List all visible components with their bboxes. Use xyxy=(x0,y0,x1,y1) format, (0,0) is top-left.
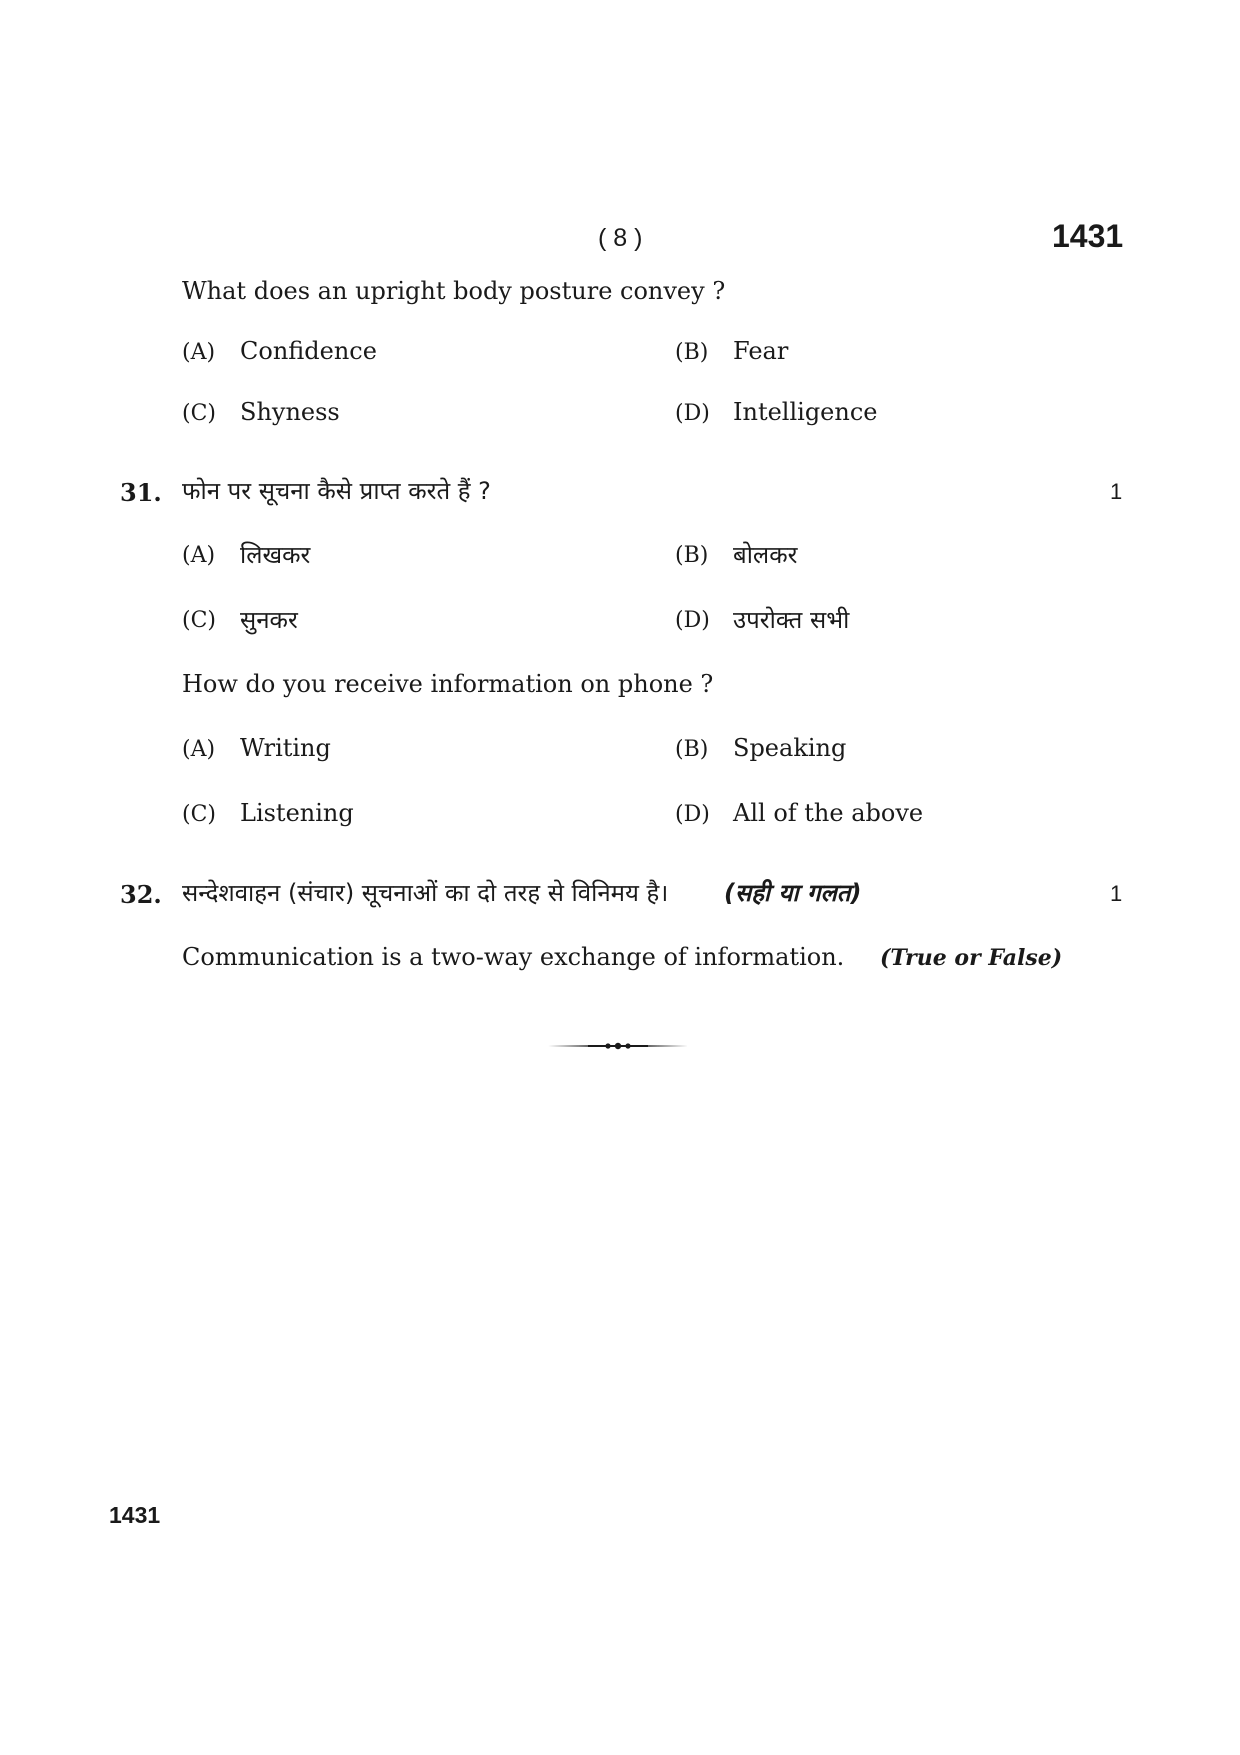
q31-english-option-a-letter: (A) xyxy=(182,737,216,762)
question-32-english-answer-type: (True or False) xyxy=(880,945,1063,971)
question-30-english-text: What does an upright body posture convey ? xyxy=(182,277,726,305)
paper-code-footer: 1431 xyxy=(109,1502,161,1528)
question-32-hindi-text: सन्देशवाहन (संचार) सूचनाओं का दो तरह से विनिमय है। xyxy=(182,879,669,907)
question-32-hindi-answer-type: (सही या गलत) xyxy=(724,879,862,907)
question-31-marks: 1 xyxy=(1110,479,1123,504)
q30-option-c-text: Shyness xyxy=(240,398,340,426)
q31-english-option-b-text: Speaking xyxy=(733,734,847,762)
q31-hindi-option-c-letter: (C) xyxy=(182,608,216,633)
q31-english-option-c-text: Listening xyxy=(240,799,354,827)
question-32-marks: 1 xyxy=(1110,881,1123,906)
q30-option-b-text: Fear xyxy=(733,337,789,365)
question-31-english-text: How do you receive information on phone ? xyxy=(182,670,714,698)
q30-option-d-text: Intelligence xyxy=(733,398,878,426)
q31-hindi-option-a-text: लिखकर xyxy=(240,541,311,569)
question-32-english-text: Communication is a two-way exchange of information. xyxy=(182,943,845,971)
q31-hindi-option-c-text: सुनकर xyxy=(240,606,298,634)
question-31-hindi-text: फोन पर सूचना कैसे प्राप्त करते हैं ? xyxy=(182,477,491,505)
q31-english-option-b-letter: (B) xyxy=(675,737,709,762)
end-of-page-ornament xyxy=(548,1040,688,1052)
q31-english-option-c-letter: (C) xyxy=(182,802,216,827)
q31-english-option-d-letter: (D) xyxy=(675,802,710,827)
paper-code-header: 1431 xyxy=(1052,218,1124,254)
q30-option-b-letter: (B) xyxy=(675,340,709,365)
q31-hindi-option-b-text: बोलकर xyxy=(733,541,798,569)
q31-hindi-option-d-letter: (D) xyxy=(675,608,710,633)
q30-option-a-text: Confidence xyxy=(240,337,377,365)
q31-english-option-d-text: All of the above xyxy=(733,799,924,827)
q30-option-c-letter: (C) xyxy=(182,401,216,426)
page-number: ( 8 ) xyxy=(598,224,643,252)
q31-hindi-option-a-letter: (A) xyxy=(182,543,216,568)
q31-english-option-a-text: Writing xyxy=(240,734,331,762)
q31-hindi-option-d-text: उपरोक्त सभी xyxy=(733,606,850,634)
question-32-number: 32. xyxy=(120,880,162,909)
q30-option-a-letter: (A) xyxy=(182,340,216,365)
question-31-number: 31. xyxy=(120,478,162,507)
q30-option-d-letter: (D) xyxy=(675,401,710,426)
q31-hindi-option-b-letter: (B) xyxy=(675,543,709,568)
